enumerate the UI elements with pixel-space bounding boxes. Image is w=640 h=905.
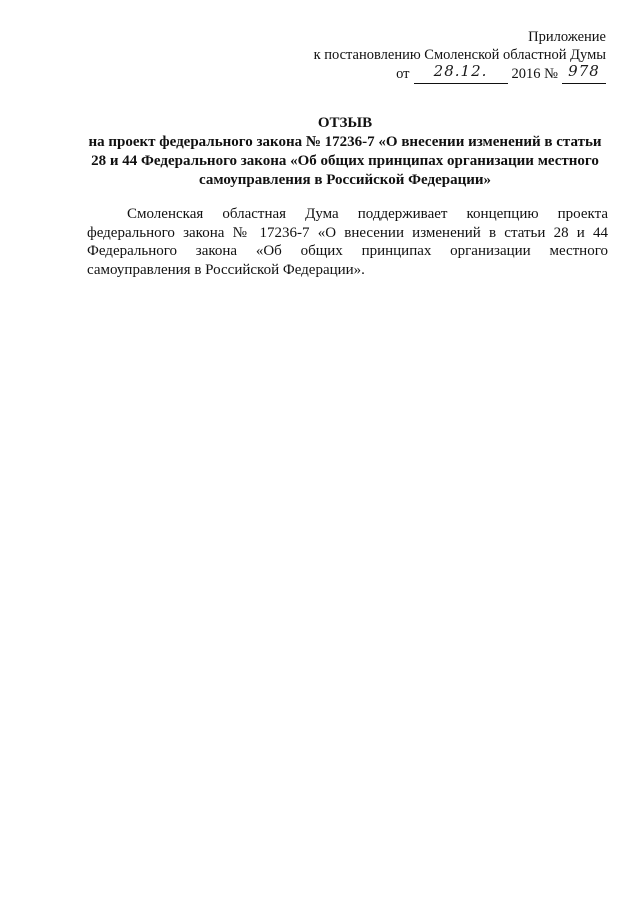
date-field [414,64,508,84]
appendix-label: Приложение [528,29,606,45]
title-heading: ОТЗЫВ [317,115,373,131]
resolution-date-row [314,64,606,84]
appendix-header [314,28,606,84]
title-subtitle: на проект федерального закона № 17236-7 «О внесении изменений в статьи 28 и 44 Федерального закона «Об общих принципах организации местного самоуправления в Российской Федерации» [88,134,602,188]
body-paragraph: Смоленская областная Дума поддерживает концепцию проекта федерального закона № 17236-7 «О внесении изменений в статьи 28 и 44 Федерального закона «Об общих принципах организации местного самоуправления в Российской Федерации». [87,206,608,278]
resolution-reference: к постановлению Смоленской областной Думы [313,47,606,63]
date-prefix: от [396,66,410,82]
year-and-number-label: 2016 № [511,66,558,82]
handwritten-date: 28.12. [433,62,488,80]
handwritten-number: 978 [568,62,600,80]
number-field [562,64,606,84]
document-title [80,114,610,190]
